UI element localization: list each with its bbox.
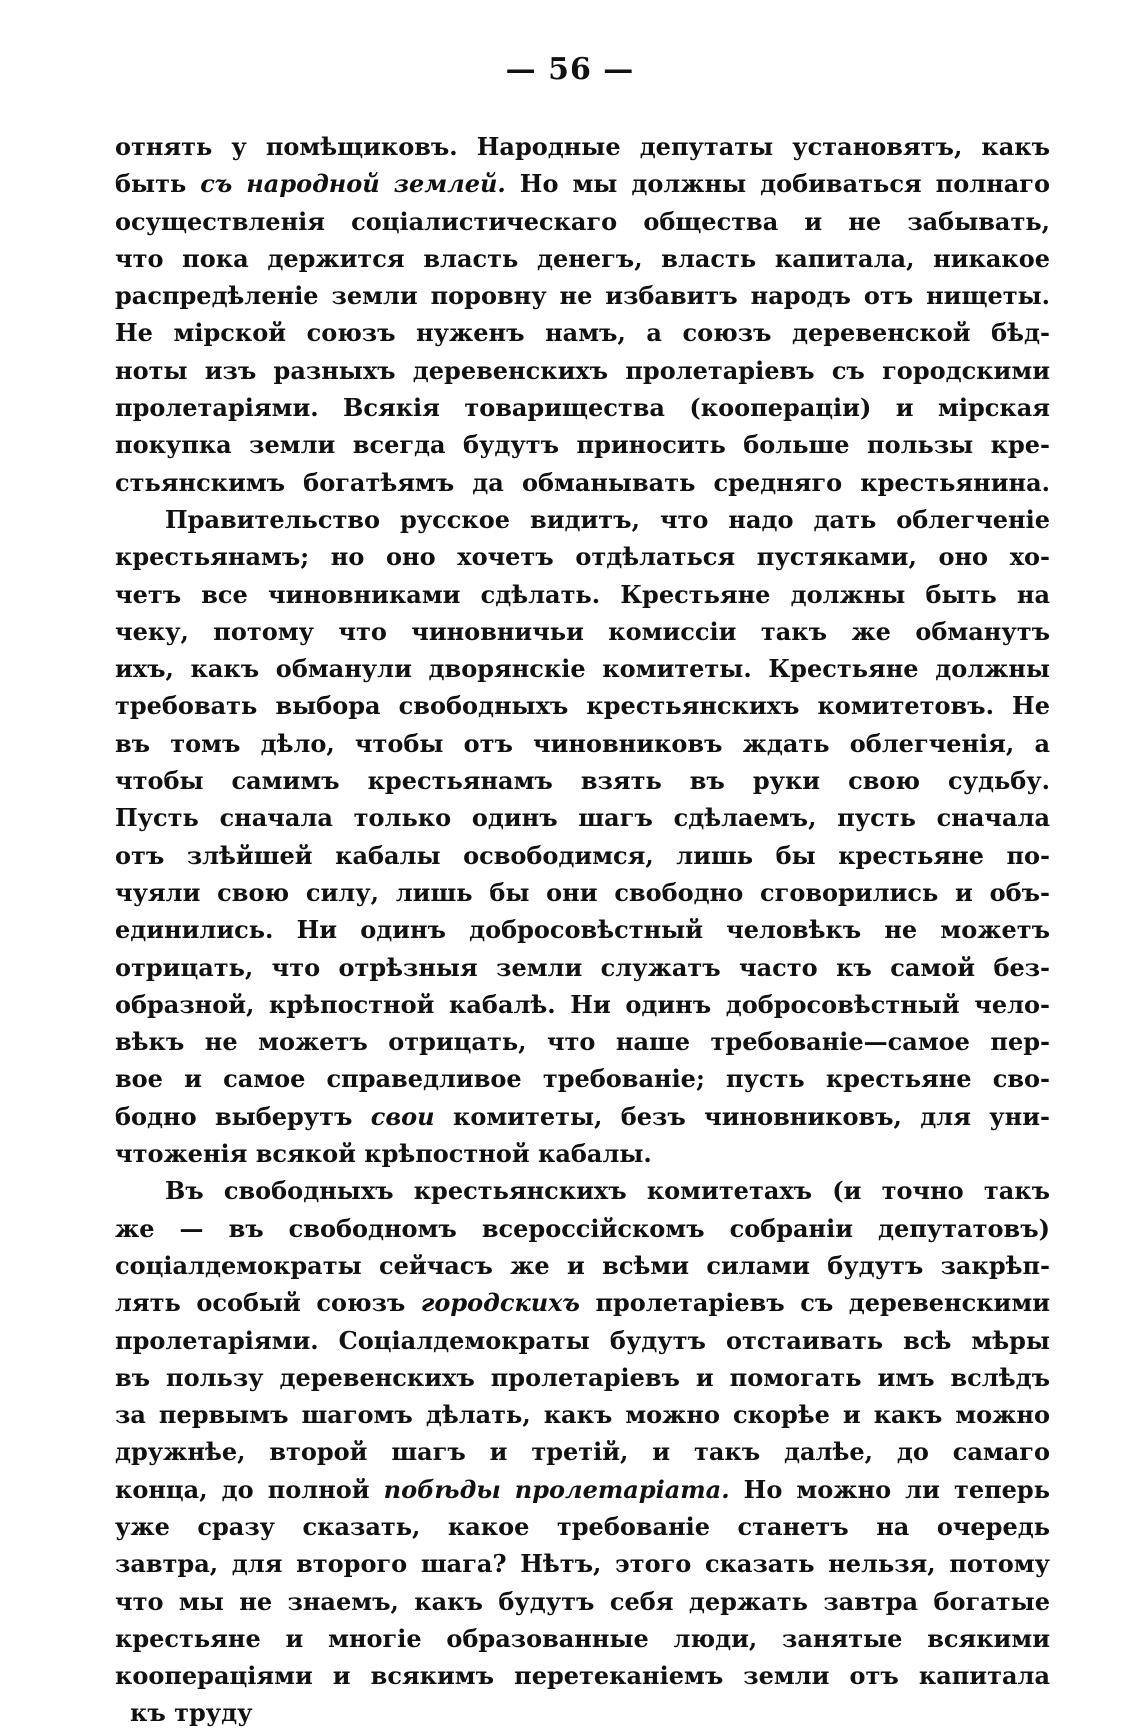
italic-emphasis: городскихъ [420,1288,580,1318]
text-line: лять особый союзъ городскихъ пролетаріевъ съ деревенскими [115,1288,1050,1318]
text-line: отнять у помѣщиковъ. Народные депутаты установятъ, какъ [115,132,1050,161]
text-line: распредѣленіе земли поровну не избавитъ народъ отъ нищеты. [115,281,1050,311]
text-line: отрицать, что отрѣзныя земли служатъ часто къ самой без- [115,952,1050,982]
text-line: за первымъ шагомъ дѣлать, какъ можно скорѣе и какъ можно [115,1400,1050,1430]
text-line: образной, крѣпостной кабалѣ. Ни одинъ добросовѣстный чело- [115,989,1050,1019]
text-line: чуяли свою силу, лишь бы они свободно сговорились и объ- [115,877,1050,907]
text-line: стьянскимъ богатѣямъ да обманывать средняго крестьянина. [115,467,1050,497]
page-number: — 56 — [505,52,635,87]
text-line: осуществленія соціалистическаго общества и не забывать, [115,206,1050,236]
text-line: соціалдемократы сейчасъ же и всѣми силами будутъ закрѣп- [115,1250,1050,1280]
text-line: что мы не знаемъ, какъ будутъ себя держать завтра богатые [115,1586,1050,1616]
text-line: въ томъ дѣло, чтобы отъ чиновниковъ ждать облегченія, а [115,728,1050,758]
text-line: чтобы самимъ крестьянамъ взять въ руки свою судьбу. [115,766,1050,796]
text-line: покупка земли всегда будутъ приносить больше пользы кре- [115,430,1050,460]
text-line: пролетаріями. Всякія товарищества (коопераціи) и мірская [115,393,1050,423]
text-line: завтра, для второго шага? Нѣтъ, этого сказать нельзя, потому [115,1549,1050,1579]
text-line: вѣкъ не можетъ отрицать, что наше требованіе—самое пер- [115,1027,1050,1057]
paragraph-end-line: чтоженія всякой крѣпостной кабалы. [115,1139,652,1169]
text-line: дружнѣе, второй шагъ и третій, и такъ далѣе, до самаго [115,1437,1050,1467]
text-line: ихъ, какъ обманули дворянскіе комитеты. Крестьяне должны [115,654,1050,684]
text-line: чеку, потому что чиновничьи комиссіи такъ же обманутъ [115,616,1050,646]
italic-emphasis: побѣды пролетаріата. [383,1474,730,1504]
text-line: единились. Ни одинъ добросовѣстный человѣкъ не можетъ [115,915,1050,945]
text-line: быть съ народной землей. Но мы должны добиваться полнаго [115,169,1050,199]
italic-emphasis: съ народной землей. [200,169,506,199]
italic-emphasis: свои [370,1101,435,1131]
text-line: Не мірской союзъ нуженъ намъ, а союзъ деревенской бѣд- [115,318,1050,348]
text-line: вое и самое справедливое требованіе; пусть крестьяне сво- [115,1064,1050,1094]
text-line: же — въ свободномъ всероссійскомъ собраніи депутатовъ) [115,1213,1050,1243]
text-line: бодно выберутъ свои комитеты, безъ чиновниковъ, для уни- [115,1101,1050,1131]
text-line: пролетаріями. Соціалдемократы будутъ отстаивать всѣ мѣры [115,1325,1050,1355]
text-line: крестьяне и многіе образованные люди, занятые всякими [115,1623,1050,1653]
text-line: Пусть сначала только одинъ шагъ сдѣлаемъ, пусть сначала [115,803,1050,833]
paragraph-start-line: Правительство русское видитъ, что надо дать облегченіе [165,504,1050,534]
text-line: коопераціями и всякимъ перетеканіемъ земли отъ капитала [115,1661,1050,1691]
text-line: въ пользу деревенскихъ пролетаріевъ и помогать имъ вслѣдъ [115,1362,1050,1392]
catchword-line: къ труду [130,1698,253,1728]
text-line: ноты изъ разныхъ деревенскихъ пролетаріевъ съ городскими [115,355,1050,385]
text-line: уже сразу сказать, какое требованіе станетъ на очередь [115,1511,1050,1541]
text-line: конца, до полной побѣды пролетаріата. Но можно ли теперь [115,1474,1050,1504]
text-line: отъ злѣйшей кабалы освободимся, лишь бы крестьяне по- [115,840,1050,870]
paragraph-start-line: Въ свободныхъ крестьянскихъ комитетахъ (и точно такъ [165,1176,1050,1206]
text-line: что пока держится власть денегъ, власть капитала, никакое [115,243,1050,273]
text-line: четъ все чиновниками сдѣлать. Крестьяне должны быть на [115,579,1050,609]
body-text [115,128,1050,1732]
text-line: крестьянамъ; но оно хочетъ отдѣлаться пустяками, оно хо- [115,542,1050,572]
text-line: требовать выбора свободныхъ крестьянскихъ комитетовъ. Не [115,691,1050,721]
